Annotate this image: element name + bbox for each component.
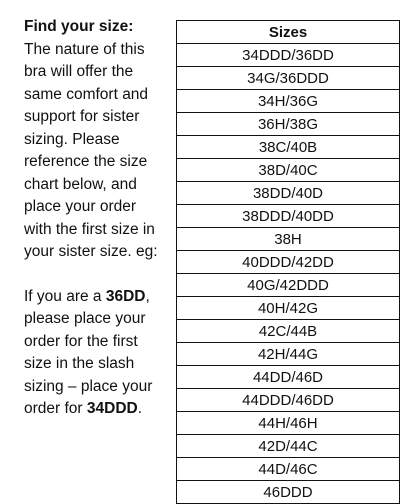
table-row <box>177 205 400 228</box>
size-cell: 34H/36G <box>177 90 400 113</box>
size-cell: 42C/44B <box>177 320 400 343</box>
table-row <box>177 67 400 90</box>
example-paragraph <box>24 286 164 421</box>
table-row <box>177 90 400 113</box>
table-row <box>177 113 400 136</box>
size-cell: 38D/40C <box>177 159 400 182</box>
example-size-34ddd: 34DDD <box>86 400 138 417</box>
table-row <box>177 159 400 182</box>
size-cell: 44DD/46D <box>177 366 400 389</box>
table-row <box>177 458 400 481</box>
size-cell: 44H/46H <box>177 412 400 435</box>
size-guide-text <box>24 16 164 421</box>
intro-paragraph <box>24 16 164 264</box>
sister-size-explanation: The nature of this bra will offer the same comfort and support for sister sizing. Please reference the size chart below, and place your order with the first size in your sister size. eg: <box>24 40 158 260</box>
table-row <box>177 182 400 205</box>
example-text-middle: , please place your order for the first size in the slash sizing – place your order for <box>24 287 153 417</box>
table-row <box>177 44 400 67</box>
example-size-36dd: 36DD <box>105 287 146 305</box>
size-cell: 40H/42G <box>177 297 400 320</box>
size-cell: 38DD/40D <box>177 182 400 205</box>
table-row <box>177 297 400 320</box>
sizes-column-header: Sizes <box>177 21 400 44</box>
table-row <box>177 366 400 389</box>
example-text-start: If you are a <box>24 287 106 305</box>
table-row <box>177 389 400 412</box>
size-guide-heading: Find your size: <box>24 18 134 35</box>
size-cell: 42H/44G <box>177 343 400 366</box>
size-cell: 34DDD/36DD <box>177 44 400 67</box>
table-row <box>177 136 400 159</box>
table-row <box>177 412 400 435</box>
table-row <box>177 320 400 343</box>
table-row <box>177 343 400 366</box>
table-row <box>177 481 400 504</box>
table-row <box>177 274 400 297</box>
size-cell: 38H <box>177 228 400 251</box>
size-cell: 44D/46C <box>177 458 400 481</box>
size-cell: 36H/38G <box>177 113 400 136</box>
example-text-end: . <box>137 400 143 417</box>
size-cell: 34G/36DDD <box>177 67 400 90</box>
size-cell: 40G/42DDD <box>177 274 400 297</box>
table-row <box>177 228 400 251</box>
size-cell: 46DDD <box>177 481 400 504</box>
size-cell: 44DDD/46DD <box>177 389 400 412</box>
table-header-row <box>177 21 400 44</box>
size-cell: 38C/40B <box>177 136 400 159</box>
size-cell: 40DDD/42DD <box>177 251 400 274</box>
table-row <box>177 251 400 274</box>
table-row <box>177 435 400 458</box>
size-cell: 42D/44C <box>177 435 400 458</box>
size-chart-table <box>176 20 400 504</box>
size-cell: 38DDD/40DD <box>177 205 400 228</box>
